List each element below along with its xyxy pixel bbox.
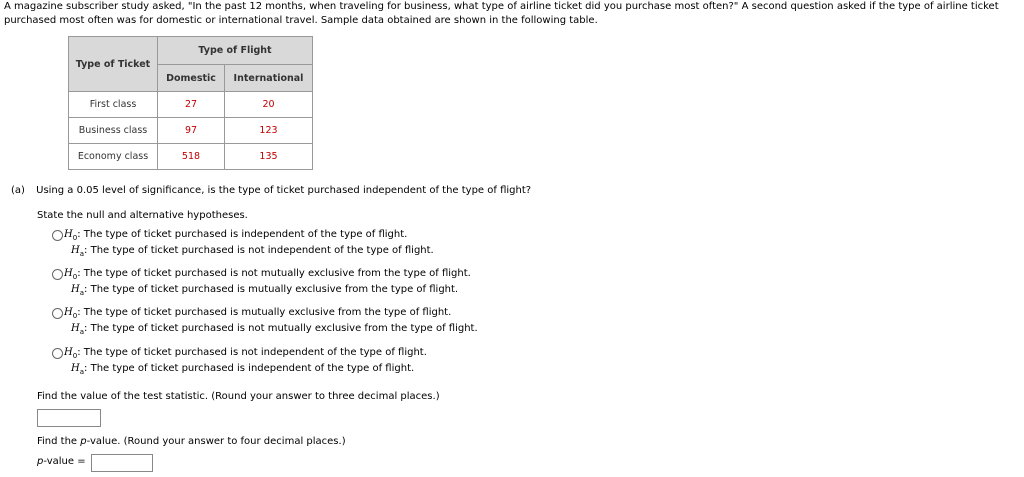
- p-value-prompt: Find the p-value. (Round your answer to four decimal places.): [37, 436, 346, 447]
- column-header-international: International: [225, 65, 313, 92]
- row-label: Economy class: [69, 144, 158, 170]
- table-row: [69, 118, 313, 144]
- alternative-hypothesis: $H_a$: The type of ticket purchased is not mutually exclusive from the type of flight.: [71, 323, 478, 336]
- cell-value: 97: [158, 118, 225, 144]
- table-row: [69, 144, 313, 170]
- alternative-hypothesis: $H_a$: The type of ticket purchased is mutually exclusive from the type of flight.: [71, 284, 459, 297]
- row-label: First class: [69, 92, 158, 118]
- cell-value: 27: [158, 92, 225, 118]
- column-header-domestic: Domestic: [158, 65, 225, 92]
- radio-button[interactable]: [52, 269, 63, 280]
- cell-value: 135: [225, 144, 313, 170]
- test-statistic-prompt: Find the value of the test statistic. (Round your answer to three decimal places.): [37, 391, 440, 402]
- null-hypothesis: $H_0$: The type of ticket purchased is mutually exclusive from the type of flight.: [64, 307, 452, 320]
- data-table: [68, 36, 313, 170]
- cell-value: 20: [225, 92, 313, 118]
- p-value-input[interactable]: [91, 454, 153, 472]
- cell-value: 123: [225, 118, 313, 144]
- group-header: Type of Flight: [158, 37, 313, 65]
- table-row: [69, 92, 313, 118]
- alternative-hypothesis: $H_a$: The type of ticket purchased is not independent of the type of flight.: [71, 245, 434, 258]
- part-a-text: Using a 0.05 level of significance, is the type of ticket purchased independent of the type of flight?: [36, 185, 532, 196]
- state-hypotheses-prompt: State the null and alternative hypotheses.: [37, 210, 248, 221]
- part-a-label: (a): [11, 185, 25, 196]
- test-statistic-input[interactable]: [37, 409, 101, 427]
- radio-button[interactable]: [52, 230, 63, 241]
- p-value-label: p-value =: [37, 456, 86, 467]
- corner-header: Type of Ticket: [69, 37, 158, 92]
- radio-button[interactable]: [52, 348, 63, 359]
- alternative-hypothesis: $H_a$: The type of ticket purchased is independent of the type of flight.: [71, 363, 415, 376]
- null-hypothesis: $H_0$: The type of ticket purchased is independent of the type of flight.: [64, 229, 408, 242]
- problem-intro: A magazine subscriber study asked, "In the past 12 months, when traveling for business, what type of airline ticket did you purchase most often?" A second question asked if the type of airline ticket purchased most often was for domestic or international travel. Sample data obtained are shown in the following table.: [4, 1, 999, 26]
- cell-value: 518: [158, 144, 225, 170]
- part-a-question: [11, 185, 531, 196]
- null-hypothesis: $H_0$: The type of ticket purchased is not independent of the type of flight.: [64, 347, 427, 360]
- null-hypothesis: $H_0$: The type of ticket purchased is not mutually exclusive from the type of flight.: [64, 268, 471, 281]
- row-label: Business class: [69, 118, 158, 144]
- radio-button[interactable]: [52, 308, 63, 319]
